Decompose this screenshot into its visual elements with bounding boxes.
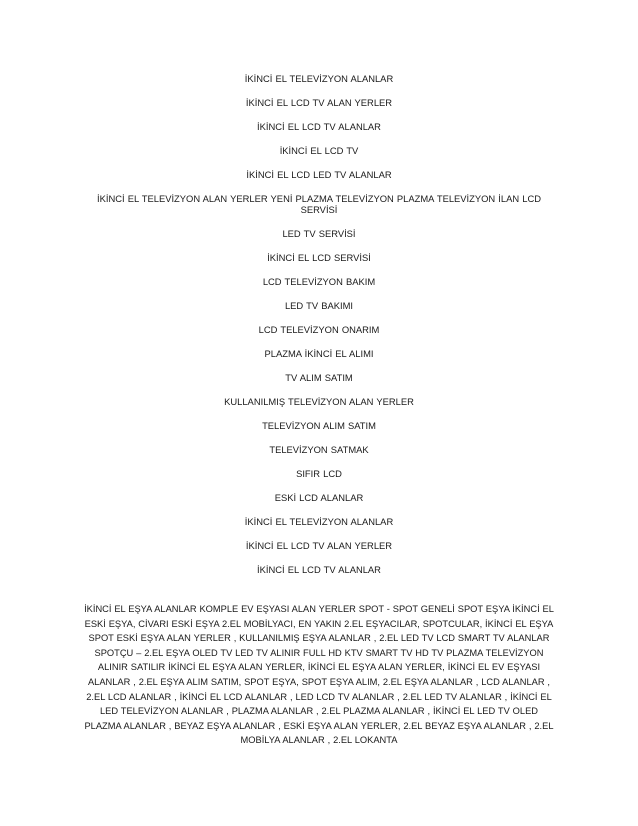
text-line: İKİNCİ EL LCD TV [279,145,359,156]
text-line: TELEVİZYON ALIM SATIM [262,420,376,431]
text-line: KULLANILMIŞ TELEVİZYON ALAN YERLER [224,396,414,407]
text-line: İKİNCİ EL LCD LED TV ALANLAR [246,169,392,180]
keyword-paragraph: İKİNCİ EL EŞYA ALANLAR KOMPLE EV EŞYASI ALAN YERLER SPOT - SPOT GENELİ SPOT EŞYA İKİNCİ EL ESKİ EŞYA, CİVARI ESKİ EŞYA 2.EL MOBİLYACI, EN YAKIN 2.EL EŞYACILAR, SPOTCULAR, İKİNCİ EL EŞYA SPOT ESKİ EŞYA ALAN YERLER , KULLANILMIŞ EŞYA ALANLAR , 2.EL LED TV LCD SMART TV ALANLAR SPOTÇU – 2.EL EŞYA OLED TV LED TV ALINIR FULL HD KTV SMART TV HD TV PLAZMA TELEVİZYON ALINIR SATILIR İKİNCİ EL EŞYA ALAN YERLER, İKİNCİ EL EŞYA ALAN YERLER, İKİNCİ EL EV EŞYASI ALANLAR , 2.EL EŞYA ALIM SATIM, SPOT EŞYA, SPOT EŞYA ALIM, 2.EL EŞYA ALANLAR , LCD ALANLAR , 2.EL LCD ALANLAR , İKİNCİ EL LCD ALANLAR , LED LCD TV ALANLAR , 2.EL LED TV ALANLAR , İKİNCİ EL LED TELEVİZYON ALANLAR , PLAZMA ALANLAR , 2.EL PLAZMA ALANLAR , İKİNCİ EL LED TV OLED PLAZMA ALANLAR , BEYAZ EŞYA ALANLAR , ESKİ EŞYA ALAN YERLER, 2.EL BEYAZ EŞYA ALANLAR , 2.EL MOBİLYA ALANLAR , 2.EL LOKANTA [84,604,554,746]
text-line: LCD TELEVİZYON BAKIM [262,276,376,287]
text-line: LED TV BAKIMI [284,300,354,311]
text-line: İKİNCİ EL LCD TV ALANLAR [257,121,381,132]
text-line: LCD TELEVİZYON ONARIM [258,324,380,335]
text-line: SIFIR LCD [296,468,342,479]
text-line: İKİNCİ EL LCD SERVİSİ [267,252,371,263]
text-line: İKİNCİ EL LCD TV ALANLAR [257,564,381,575]
text-line: LED TV SERVİSİ [282,228,356,239]
text-line: İKİNCİ EL LCD TV ALAN YERLER [245,97,393,108]
text-line: İKİNCİ EL TELEVİZYON ALANLAR [244,516,394,527]
text-line: İKİNCİ EL LCD TV ALAN YERLER [245,540,393,551]
text-line: PLAZMA İKİNCİ EL ALIMI [264,348,374,359]
heading-lines [84,73,554,588]
text-line: TV ALIM SATIM [285,372,353,383]
text-line: ESKİ LCD ALANLAR [274,492,364,503]
text-line: TELEVİZYON SATMAK [269,444,369,455]
text-line: İKİNCİ EL TELEVİZYON ALAN YERLER YENİ PLAZMA TELEVİZYON PLAZMA TELEVİZYON İLAN LCD SERVİSİ [96,193,541,215]
text-line: İKİNCİ EL TELEVİZYON ALANLAR [244,73,394,84]
